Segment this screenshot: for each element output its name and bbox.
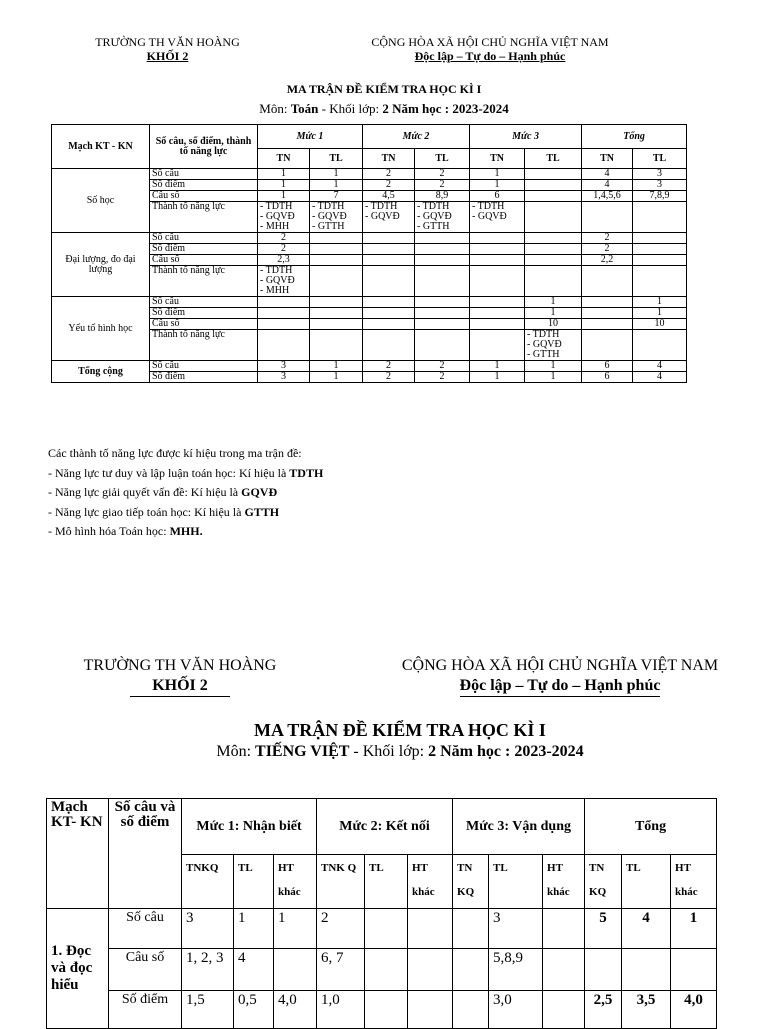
table-cell: 4 xyxy=(622,909,671,949)
school-header-2 xyxy=(80,656,280,697)
table-cell xyxy=(365,909,408,949)
table-row xyxy=(52,169,687,180)
table-cell xyxy=(415,308,470,319)
table-cell: 4,0 xyxy=(671,991,717,1029)
col-tn-header: TN xyxy=(582,149,633,169)
table-cell: 1 xyxy=(310,372,363,383)
table-cell xyxy=(310,233,363,244)
table-cell xyxy=(408,949,453,991)
table-cell: 1 xyxy=(310,361,363,372)
table-cell xyxy=(470,244,525,255)
table-cell xyxy=(582,297,633,308)
col-muc3-header: Mức 3 xyxy=(470,125,582,149)
row-label: Số điểm xyxy=(150,244,258,255)
table-row xyxy=(47,991,717,1029)
table-cell: - TDTH - GQVĐ xyxy=(363,202,415,233)
table-cell: 1 xyxy=(274,909,317,949)
table-cell xyxy=(525,255,582,266)
table-cell: 1 xyxy=(525,361,582,372)
table-cell xyxy=(582,308,633,319)
table-cell: 3,0 xyxy=(489,991,543,1029)
table-cell xyxy=(585,949,622,991)
table-cell xyxy=(525,202,582,233)
table-cell xyxy=(310,297,363,308)
row-label: Câu số xyxy=(109,949,182,991)
col-tl-header: TL xyxy=(633,149,687,169)
table-cell: 5 xyxy=(585,909,622,949)
group-name: Tổng cộng xyxy=(52,361,150,383)
table-cell: 6 xyxy=(470,191,525,202)
competency-notes xyxy=(48,444,728,542)
table-cell xyxy=(415,244,470,255)
table-cell: 6, 7 xyxy=(317,949,365,991)
table-cell: 4 xyxy=(633,372,687,383)
table-cell: 3 xyxy=(633,169,687,180)
table-cell xyxy=(582,330,633,361)
table-cell: 2 xyxy=(258,233,310,244)
note-item xyxy=(48,483,728,503)
table-cell xyxy=(310,319,363,330)
table-cell xyxy=(453,909,489,949)
table-cell xyxy=(310,266,363,297)
table-cell xyxy=(365,991,408,1029)
row-label: Số điểm xyxy=(150,308,258,319)
row-label: Số điểm xyxy=(150,372,258,383)
matrix-subtitle-2 xyxy=(0,743,768,761)
col-muc2-header: Mức 2: Kết nối xyxy=(317,799,453,855)
table-cell xyxy=(363,330,415,361)
table-cell xyxy=(363,297,415,308)
table-cell xyxy=(525,233,582,244)
table-cell: 2 xyxy=(258,244,310,255)
table-cell: 1 xyxy=(525,372,582,383)
vietnamese-matrix-table xyxy=(46,798,717,1029)
table-cell xyxy=(274,949,317,991)
subheader-cell: TL xyxy=(622,855,671,909)
row-label: Thành tố năng lực xyxy=(150,266,258,297)
subheader-cell: TN KQ xyxy=(585,855,622,909)
grade-prefix-1: - Khối lớp: xyxy=(318,101,383,116)
header-row xyxy=(47,799,717,855)
table-cell xyxy=(363,255,415,266)
subheader-cell: TL xyxy=(234,855,274,909)
table-cell xyxy=(415,233,470,244)
table-cell: 3 xyxy=(258,372,310,383)
table-cell xyxy=(633,244,687,255)
table-cell xyxy=(415,297,470,308)
row-label: Số câu xyxy=(109,909,182,949)
table-cell xyxy=(525,169,582,180)
col-tn-header: TN xyxy=(363,149,415,169)
school-year-1: Năm học : 2023-2024 xyxy=(388,101,509,116)
table-cell xyxy=(363,266,415,297)
table-cell: 6 xyxy=(582,361,633,372)
table-cell: 1 xyxy=(258,191,310,202)
motto-2 xyxy=(380,676,740,697)
subheader-cell: HT khác xyxy=(274,855,317,909)
table-cell: 3 xyxy=(633,180,687,191)
row-label: Số câu xyxy=(150,233,258,244)
table-cell xyxy=(470,319,525,330)
table-cell xyxy=(582,319,633,330)
col-socau-header: Số câu, số điểm, thành tố năng lực xyxy=(150,125,258,169)
table-cell: 4 xyxy=(582,180,633,191)
table-row xyxy=(52,297,687,308)
table-cell: 4 xyxy=(582,169,633,180)
col-tl-header: TL xyxy=(415,149,470,169)
table-cell xyxy=(258,330,310,361)
table-cell xyxy=(633,255,687,266)
table-cell xyxy=(525,180,582,191)
table-cell xyxy=(582,202,633,233)
col-mach-header: Mạch KT- KN xyxy=(47,799,109,909)
grade-value-2: 2 xyxy=(428,743,437,760)
notes-list xyxy=(48,464,728,542)
table-cell xyxy=(310,255,363,266)
table-cell: 3,5 xyxy=(622,991,671,1029)
table-row xyxy=(47,949,717,991)
school-header-1 xyxy=(60,35,275,63)
table-cell: - TDTH - GQVĐ - GTTH xyxy=(415,202,470,233)
table-cell: 4,0 xyxy=(274,991,317,1029)
table-row xyxy=(52,233,687,244)
table-cell: 2 xyxy=(317,909,365,949)
table-cell xyxy=(408,909,453,949)
table-row xyxy=(52,361,687,372)
table-cell xyxy=(415,266,470,297)
group-name: Đại lượng, đo đại lượng xyxy=(52,233,150,297)
subheader-cell: TNK Q xyxy=(317,855,365,909)
table-cell: 1,5 xyxy=(182,991,234,1029)
table-cell: 1,4,5,6 xyxy=(582,191,633,202)
table-cell: 1 xyxy=(470,361,525,372)
table-cell: 2 xyxy=(415,372,470,383)
table-cell: 2 xyxy=(415,361,470,372)
table-cell xyxy=(453,949,489,991)
table-cell xyxy=(470,308,525,319)
table-cell xyxy=(470,330,525,361)
note-code: GTTH xyxy=(244,504,280,519)
subheader-cell: HT khác xyxy=(671,855,717,909)
table-cell: 2 xyxy=(363,372,415,383)
col-muc2-header: Mức 2 xyxy=(363,125,470,149)
table-cell xyxy=(633,202,687,233)
table-cell xyxy=(470,297,525,308)
table-cell xyxy=(633,233,687,244)
table-cell xyxy=(258,319,310,330)
table-cell xyxy=(310,244,363,255)
table-cell: - TDTH - GQVĐ - GTTH xyxy=(525,330,582,361)
subheader-cell: TN KQ xyxy=(453,855,489,909)
table-cell: 2 xyxy=(363,180,415,191)
table-cell: 10 xyxy=(633,319,687,330)
col-muc3-header: Mức 3: Vận dụng xyxy=(453,799,585,855)
table-cell xyxy=(363,319,415,330)
school-name-1: TRƯỜNG TH VĂN HOÀNG xyxy=(95,35,240,49)
subject-name-1: Toán xyxy=(290,101,319,116)
table-cell: 2 xyxy=(363,169,415,180)
table-cell: 7 xyxy=(310,191,363,202)
note-item xyxy=(48,503,728,523)
row-label: Số câu xyxy=(150,297,258,308)
table-cell: 1 xyxy=(671,909,717,949)
table-cell: 8,9 xyxy=(415,191,470,202)
grade-value-1: 2 xyxy=(382,101,389,116)
table-cell: 1 xyxy=(310,180,363,191)
note-item xyxy=(48,464,728,484)
table-cell xyxy=(415,255,470,266)
col-tong-header: Tổng xyxy=(582,125,687,149)
table-cell: 1 xyxy=(525,308,582,319)
table-cell xyxy=(258,308,310,319)
table-cell: 1 xyxy=(258,180,310,191)
table-cell xyxy=(310,330,363,361)
table-cell xyxy=(525,244,582,255)
table-cell: 1 xyxy=(470,169,525,180)
row-label: Số câu xyxy=(150,361,258,372)
subheader-cell: TL xyxy=(489,855,543,909)
note-code: GQVĐ xyxy=(241,485,278,499)
col-tl-header: TL xyxy=(525,149,582,169)
row-label: Thành tố năng lực xyxy=(150,202,258,233)
table-cell xyxy=(415,319,470,330)
header-row xyxy=(52,125,687,149)
row-label: Số điểm xyxy=(150,180,258,191)
nation-header-1 xyxy=(330,35,650,63)
table-cell: 1 xyxy=(470,372,525,383)
table-cell xyxy=(633,266,687,297)
table-cell: 5,8,9 xyxy=(489,949,543,991)
col-tn-header: TN xyxy=(470,149,525,169)
col-tn-header: TN xyxy=(258,149,310,169)
row-label: Thành tố năng lực xyxy=(150,330,258,361)
grade-label-1: KHỐI 2 xyxy=(146,49,189,63)
table-cell xyxy=(363,233,415,244)
table-cell: 1 xyxy=(470,180,525,191)
table-cell xyxy=(363,244,415,255)
table-cell: 1 xyxy=(310,169,363,180)
table-cell: 1 xyxy=(633,308,687,319)
row-label: Số câu xyxy=(150,169,258,180)
matrix-subtitle-1 xyxy=(0,101,768,117)
table-cell: 4 xyxy=(234,949,274,991)
table-cell: 3 xyxy=(258,361,310,372)
table-cell: 2 xyxy=(415,169,470,180)
table-cell xyxy=(525,266,582,297)
table-cell xyxy=(622,949,671,991)
matrix-title-2: MA TRẬN ĐỀ KIỂM TRA HỌC KÌ I xyxy=(254,720,546,740)
subheader-cell: TNKQ xyxy=(182,855,234,909)
table-cell: - TDTH - GQVĐ - MHH xyxy=(258,266,310,297)
table-cell: 4,5 xyxy=(363,191,415,202)
table-cell: - TDTH - GQVĐ xyxy=(470,202,525,233)
note-text: - Năng lực tư duy và lập luận toán học: Kí hiệu là xyxy=(48,465,290,480)
subheader-cell: HT khác xyxy=(408,855,453,909)
subheader-cell: HT khác xyxy=(543,855,585,909)
note-code: MHH. xyxy=(169,524,203,538)
table-cell: 2,2 xyxy=(582,255,633,266)
grade-text-2: KHỐI 2 xyxy=(130,676,230,697)
table-cell: 1,0 xyxy=(317,991,365,1029)
subject-prefix-2: Môn: xyxy=(216,743,256,760)
table-cell: 1 xyxy=(525,297,582,308)
nation-name-2: CỘNG HÒA XÃ HỘI CHỦ NGHĨA VIỆT NAM xyxy=(401,657,719,674)
grade-prefix-2: - Khối lớp: xyxy=(349,743,429,760)
col-muc1-header: Mức 1 xyxy=(258,125,363,149)
group-name: Yếu tố hình học xyxy=(52,297,150,361)
table-cell xyxy=(525,191,582,202)
table-cell: 2,5 xyxy=(585,991,622,1029)
note-text: - Năng lực giải quyết vấn đề: Kí hiệu là xyxy=(48,485,242,499)
table-cell: 1 xyxy=(258,169,310,180)
table-cell: 3 xyxy=(489,909,543,949)
col-tong-header: Tổng xyxy=(585,799,717,855)
table-cell xyxy=(258,297,310,308)
school-name-2: TRƯỜNG TH VĂN HOÀNG xyxy=(83,657,277,674)
math-matrix-table xyxy=(51,124,687,383)
note-code: TDTH xyxy=(289,465,324,480)
nation-name-1: CỘNG HÒA XÃ HỘI CHỦ NGHĨA VIỆT NAM xyxy=(371,35,609,49)
motto-1: Độc lập – Tự do – Hạnh phúc xyxy=(414,49,566,63)
table-cell: 2,3 xyxy=(258,255,310,266)
table-cell xyxy=(310,308,363,319)
subheader-cell: TL xyxy=(365,855,408,909)
row-label: Số điểm xyxy=(109,991,182,1029)
motto-text-2: Độc lập – Tự do – Hạnh phúc xyxy=(460,676,661,697)
table-cell xyxy=(453,991,489,1029)
table-cell xyxy=(415,330,470,361)
table-row xyxy=(47,909,717,949)
table-cell xyxy=(543,991,585,1029)
matrix-title-1: MA TRẬN ĐỀ KIỂM TRA HỌC KÌ I xyxy=(286,82,482,96)
col-tl-header: TL xyxy=(310,149,363,169)
table-cell xyxy=(671,949,717,991)
table-cell: 2 xyxy=(582,244,633,255)
table-cell xyxy=(470,266,525,297)
table-cell xyxy=(408,991,453,1029)
col-socau-header: Số câu và số điểm xyxy=(109,799,182,909)
notes-intro: Các thành tố năng lực được kí hiệu trong ma trận đề: xyxy=(48,446,302,460)
nation-header-2 xyxy=(380,656,740,697)
table-cell xyxy=(543,949,585,991)
group-name: Số học xyxy=(52,169,150,233)
table-cell: 1 xyxy=(234,909,274,949)
table-cell: 0,5 xyxy=(234,991,274,1029)
table-cell: 2 xyxy=(582,233,633,244)
table-cell: 10 xyxy=(525,319,582,330)
table-cell xyxy=(543,909,585,949)
table-cell: 6 xyxy=(582,372,633,383)
table-cell: 3 xyxy=(182,909,234,949)
grade-label-2 xyxy=(80,676,280,697)
table-cell xyxy=(633,330,687,361)
note-text: - Năng lực giao tiếp toán học: Kí hiệu là xyxy=(48,504,245,519)
col-mach-header: Mạch KT - KN xyxy=(52,125,150,169)
table-cell xyxy=(470,233,525,244)
note-text: - Mô hình hóa Toán học: xyxy=(48,524,170,538)
table-cell xyxy=(363,308,415,319)
row-label: Câu số xyxy=(150,191,258,202)
table-cell: 2 xyxy=(363,361,415,372)
table-cell: 1, 2, 3 xyxy=(182,949,234,991)
table-cell: 4 xyxy=(633,361,687,372)
table-cell: - TDTH - GQVĐ - MHH xyxy=(258,202,310,233)
subject-name-2: TIẾNG VIỆT xyxy=(255,743,350,760)
table-cell: 1 xyxy=(633,297,687,308)
table-cell xyxy=(582,266,633,297)
table-cell: - TDTH - GQVĐ - GTTH xyxy=(310,202,363,233)
school-year-2: Năm học : 2023-2024 xyxy=(436,743,584,760)
table-cell xyxy=(470,255,525,266)
table-cell: 2 xyxy=(415,180,470,191)
note-item xyxy=(48,522,728,542)
row-label: Câu số xyxy=(150,255,258,266)
table-cell: 7,8,9 xyxy=(633,191,687,202)
col-muc1-header: Mức 1: Nhận biết xyxy=(182,799,317,855)
table-cell xyxy=(365,949,408,991)
group-name: 1. Đọc và đọc hiểu xyxy=(47,909,109,1029)
row-label: Câu số xyxy=(150,319,258,330)
subject-prefix-1: Môn: xyxy=(259,101,291,116)
